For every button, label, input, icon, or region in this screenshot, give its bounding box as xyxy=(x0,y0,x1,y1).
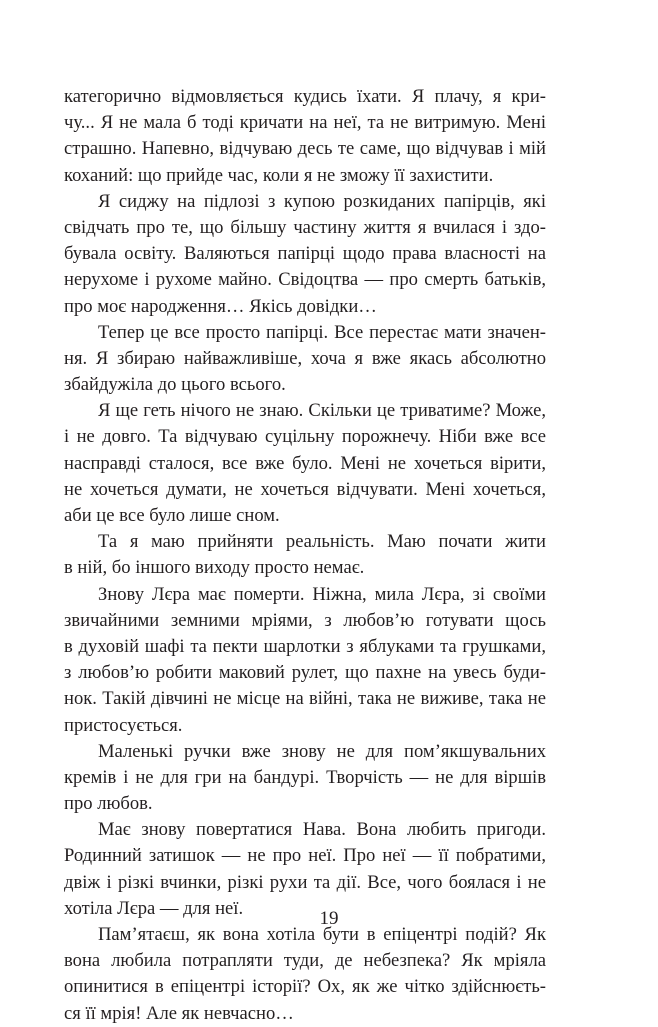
page-number: 19 xyxy=(319,908,339,929)
paragraph xyxy=(64,582,546,739)
paragraph xyxy=(64,529,546,581)
text-line: не хочеться думати, не хочеться відчувати. Мені хочеться, xyxy=(64,478,546,500)
text-line: свідчать про те, що більшу частину життя я вчилася і здо- xyxy=(64,216,546,238)
text-line: збайдужіла до цього всього. xyxy=(64,374,286,396)
text-line: коханий: що прийде час, коли я не зможу її захистити. xyxy=(64,164,494,186)
text-line: і не довго. Та відчуваю суцільну порожнечу. Ніби вже все xyxy=(64,426,546,448)
text-line: Я ще геть нічого не знаю. Скільки це триватиме? Може, xyxy=(98,400,546,422)
text-line: Я сиджу на підлозі з купою розкиданих папірців, які xyxy=(98,190,546,212)
text-line: Має знову повертатися Нава. Вона любить пригоди. xyxy=(98,819,546,841)
text-line: в духовій шафі та пекти шарлотки з яблуками та грушками, xyxy=(64,635,546,657)
text-line: ня. Я збираю найважливіше, хоча я вже якась абсолютно xyxy=(64,347,546,369)
text-line: пристосується. xyxy=(64,714,183,736)
text-line: нок. Такій дівчині не місце на війні, така не виживе, така не xyxy=(64,688,546,710)
text-line: двіж і різкі вчинки, різкі рухи та дії. Все, чого боялася і не xyxy=(64,871,546,893)
text-line: опинитися в епіцентрі історії? Ох, як же чітко здійснюєть- xyxy=(64,976,546,998)
text-line: звичайними земними мріями, з любов’ю готувати щось xyxy=(64,609,546,631)
text-line: про любов. xyxy=(64,793,153,815)
text-line: категорично відмовляється кудись їхати. Я плачу, я кри- xyxy=(64,86,546,107)
text-line: страшно. Напевно, відчуваю десь те саме, що відчував і мій xyxy=(64,138,546,160)
text-line: в ній, бо іншого виходу просто немає. xyxy=(64,557,365,579)
text-line: з любов’ю робити маковий рулет, що пахне на увесь буди- xyxy=(64,662,546,684)
paragraph xyxy=(64,320,546,399)
text-line: бувала освіту. Валяються папірці щодо права власності на xyxy=(64,243,546,265)
text-line: нерухоме і рухоме майно. Свідоцтва — про смерть батьків, xyxy=(64,269,546,291)
text-line: ся її мрія! Але як невчасно… xyxy=(64,1002,294,1024)
body-text xyxy=(64,84,546,1027)
text-line: чу... Я не мала б тоді кричати на неї, та не витримую. Мені xyxy=(64,112,546,134)
paragraph xyxy=(64,922,546,1027)
text-line: хотіла Лєра — для неї. xyxy=(64,897,244,919)
text-line: кремів і не для гри на бандурі. Творчість — не для віршів xyxy=(64,766,546,788)
paragraph xyxy=(64,84,546,189)
text-line: Та я маю прийняти реальність. Маю почати жити xyxy=(98,531,546,553)
paragraph xyxy=(64,189,546,320)
text-line: Тепер це все просто папірці. Все перестає мати значен- xyxy=(98,321,546,343)
text-line: насправді сталося, все вже було. Мені не хочеться вірити, xyxy=(64,452,546,474)
text-line: Пам’ятаєш, як вона хотіла бути в епіцентрі подій? Як xyxy=(98,924,546,945)
text-line: про моє народження… Якісь довідки… xyxy=(64,295,377,317)
text-line: Знову Лєра має померти. Ніжна, мила Лєра, зі своїми xyxy=(98,583,546,605)
text-line: Маленькі ручки вже знову не для пом’якшувальних xyxy=(98,740,546,762)
text-line: вона любила потрапляти туди, де небезпека? Як мріяла xyxy=(64,950,546,972)
text-line: Родинний затишок — не про неї. Про неї — її побратими, xyxy=(64,845,546,867)
paragraph xyxy=(64,739,546,818)
text-line: аби це все було лише сном. xyxy=(64,505,280,526)
paragraph xyxy=(64,398,546,529)
